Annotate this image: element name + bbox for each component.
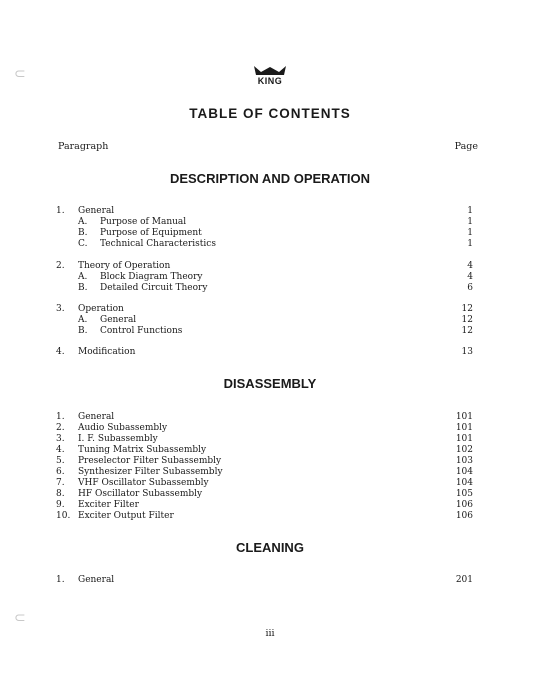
section-heading: DESCRIPTION AND OPERATION: [169, 171, 371, 186]
toc-entry: [0, 434, 540, 445]
entry-page: 13: [461, 347, 473, 357]
entry-page: 12: [461, 315, 473, 325]
binder-hole-mark-bottom: ⊂: [14, 610, 26, 626]
entry-page: 106: [455, 511, 473, 521]
entry-letter: B.: [78, 326, 88, 336]
toc-entry: [0, 511, 540, 522]
entry-title: HF Oscillator Subassembly: [78, 489, 203, 499]
entry-title: Block Diagram Theory: [100, 272, 203, 282]
entry-page: 101: [455, 423, 473, 433]
entry-title: General: [78, 206, 115, 216]
toc-entry: [0, 500, 540, 511]
toc-subentry: [0, 283, 540, 294]
entry-number: 3.: [56, 434, 65, 444]
toc-entry: [0, 445, 540, 456]
toc-entry: [0, 456, 540, 467]
entry-title: Modification: [78, 347, 136, 357]
entry-page: 103: [455, 456, 473, 466]
entry-page: 1: [467, 217, 473, 227]
toc-subentry: [0, 239, 540, 250]
entry-title: Purpose of Manual: [100, 217, 187, 227]
entry-number: 3.: [56, 304, 65, 314]
entry-number: 9.: [56, 500, 65, 510]
entry-letter: B.: [78, 228, 88, 238]
toc-entry: [0, 206, 540, 217]
entry-title: General: [100, 315, 137, 325]
entry-page: 12: [461, 326, 473, 336]
entry-number: 1.: [56, 206, 65, 216]
entry-page: 101: [455, 434, 473, 444]
entry-title: Purpose of Equipment: [100, 228, 202, 238]
entry-page: 201: [455, 575, 473, 585]
entry-number: 2.: [56, 261, 65, 271]
entry-title: Technical Characteristics: [100, 239, 216, 249]
entry-title: Preselector Filter Subassembly: [78, 456, 222, 466]
entry-number: 6.: [56, 467, 65, 477]
entry-page: 4: [467, 272, 473, 282]
section-heading: CLEANING: [236, 540, 304, 555]
entry-letter: B.: [78, 283, 88, 293]
page-column-header: Page: [454, 141, 478, 152]
entry-title: Tuning Matrix Subassembly: [78, 445, 207, 455]
entry-title: Synthesizer Filter Subassembly: [78, 467, 223, 477]
entry-title: I. F. Subassembly: [78, 434, 158, 444]
toc-subentry: [0, 326, 540, 337]
entry-number: 1.: [56, 575, 65, 585]
entry-page: 1: [467, 239, 473, 249]
paragraph-column-header: Paragraph: [58, 141, 109, 152]
entry-title: Exciter Output Filter: [78, 511, 174, 521]
entry-title: General: [78, 412, 115, 422]
crown-icon: [253, 64, 287, 76]
toc-entry: [0, 261, 540, 272]
toc-entry: [0, 304, 540, 315]
entry-page: 106: [455, 500, 473, 510]
entry-letter: A.: [78, 217, 88, 227]
entry-title: General: [78, 575, 115, 585]
toc-entry: [0, 423, 540, 434]
entry-title: VHF Oscillator Subassembly: [78, 478, 209, 488]
entry-title: Operation: [78, 304, 124, 314]
entry-number: 5.: [56, 456, 65, 466]
entry-number: 4.: [56, 347, 65, 357]
page-folio: iii: [265, 628, 275, 639]
logo-text: KING: [257, 76, 283, 86]
entry-page: 105: [455, 489, 473, 499]
entry-title: Control Functions: [100, 326, 183, 336]
entry-page: 1: [467, 206, 473, 216]
entry-number: 7.: [56, 478, 65, 488]
entry-page: 4: [467, 261, 473, 271]
toc-subentry: [0, 217, 540, 228]
toc-entry: [0, 489, 540, 500]
toc-subentry: [0, 315, 540, 326]
entry-page: 104: [455, 478, 473, 488]
entry-title: Detailed Circuit Theory: [100, 283, 208, 293]
toc-subentry: [0, 228, 540, 239]
entry-page: 104: [455, 467, 473, 477]
toc-entry: [0, 575, 540, 586]
entry-number: 1.: [56, 412, 65, 422]
toc-entry: [0, 412, 540, 423]
entry-letter: C.: [78, 239, 88, 249]
entry-title: Exciter Filter: [78, 500, 139, 510]
king-logo: [253, 64, 287, 92]
entry-number: 4.: [56, 445, 65, 455]
entry-page: 12: [461, 304, 473, 314]
toc-subentry: [0, 272, 540, 283]
page-title: TABLE OF CONTENTS: [189, 106, 351, 121]
entry-page: 6: [467, 283, 473, 293]
entry-letter: A.: [78, 315, 88, 325]
entry-title: Theory of Operation: [78, 261, 171, 271]
entry-page: 102: [455, 445, 473, 455]
entry-letter: A.: [78, 272, 88, 282]
entry-number: 8.: [56, 489, 65, 499]
entry-title: Audio Subassembly: [78, 423, 168, 433]
entry-page: 1: [467, 228, 473, 238]
entry-number: 10.: [56, 511, 71, 521]
entry-number: 2.: [56, 423, 65, 433]
toc-entry: [0, 347, 540, 358]
entry-page: 101: [455, 412, 473, 422]
toc-entry: [0, 467, 540, 478]
toc-entry: [0, 478, 540, 489]
section-heading: DISASSEMBLY: [223, 376, 317, 391]
binder-hole-mark-top: ⊂: [14, 66, 26, 82]
